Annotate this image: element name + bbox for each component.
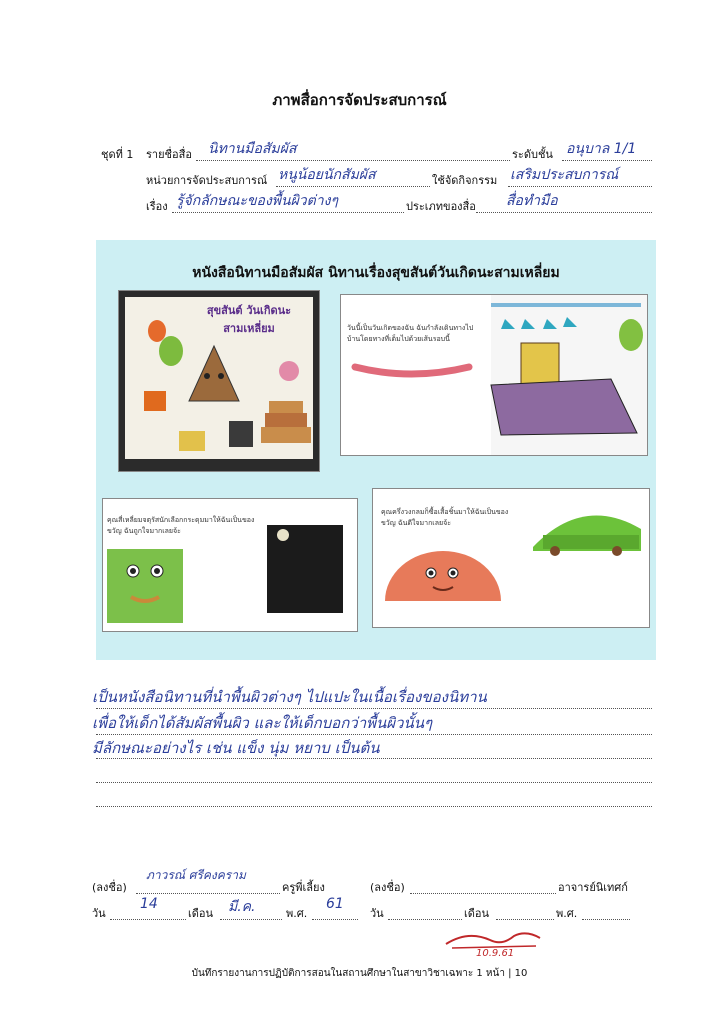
cover-title: สุขสันต์ วันเกิดนะสามเหลี่ยม xyxy=(206,304,292,335)
activity-label: ใช้จัดกิจกรรม xyxy=(432,174,498,187)
advisor-role: อาจารย์นิเทศก์ xyxy=(558,881,628,894)
advisor-day-label: วัน xyxy=(370,907,384,920)
teacher-day-label: วัน xyxy=(92,907,106,920)
advisor-month-label: เดือน xyxy=(464,907,490,920)
half-circle-page-text: คุณครึ่งวงกลมก็ซื้อเสื้อชิ้นมาให้ฉันเป็นของขวัญ ฉันดีใจมากเลยจ้ะ xyxy=(381,508,509,527)
half-circle-page-illustration xyxy=(373,489,649,627)
half-circle-page-photo xyxy=(372,488,650,628)
media-name-label: รายชื่อสื่อ xyxy=(146,148,192,161)
road-page-text: วันนี้เป็นวันเกิดของฉัน ฉันกำลังเดินทางไปบ้านโดยทางที่เต็มไปด้วยเส้นรอบนี้ xyxy=(347,324,474,343)
panel-heading: หนังสือนิทานมือสัมผัส นิทานเรื่องสุขสันต์วันเกิดนะสามเหลี่ยม xyxy=(192,265,560,281)
book-cover-photo xyxy=(118,290,320,472)
advisor-date-note: 10.9.61 xyxy=(476,948,515,959)
teacher-role: ครูพี่เลี้ยง xyxy=(282,881,325,894)
unit-label: หน่วยการจัดประสบการณ์ xyxy=(146,174,268,187)
media-name-value: นิทานมือสัมผัส xyxy=(208,141,297,157)
set-label: ชุดที่ 1 xyxy=(101,148,134,161)
level-label: ระดับชั้น xyxy=(512,148,553,161)
unit-value: หนูน้อยนักสัมผัส xyxy=(278,167,376,183)
page-footer: บันทึกรายงานการปฏิบัติการสอนในสถานศึกษาในสาขาวิชาเฉพาะ 1 หน้า | 10 xyxy=(191,968,528,979)
topic-label: เรื่อง xyxy=(146,200,168,213)
teacher-sign-label: (ลงชื่อ) xyxy=(92,881,127,894)
square-page-photo xyxy=(102,498,358,632)
type-label: ประเภทของสื่อ xyxy=(406,200,476,213)
teacher-month-label: เดือน xyxy=(188,907,214,920)
level-value: อนุบาล 1/1 xyxy=(566,141,637,157)
type-value: สื่อทำมือ xyxy=(506,193,558,209)
page-title: ภาพสื่อการจัดประสบการณ์ xyxy=(272,91,447,109)
cover-illustration xyxy=(119,291,319,471)
advisor-year-label: พ.ศ. xyxy=(556,907,578,920)
teacher-year-label: พ.ศ. xyxy=(286,907,308,920)
teacher-day-value: 14 xyxy=(140,896,158,912)
topic-value: รู้จักลักษณะของพื้นผิวต่างๆ xyxy=(176,193,338,209)
teacher-signature: ภาวรณ์ ศรีคงคราม xyxy=(146,868,246,882)
teacher-year-value: 61 xyxy=(326,896,344,912)
road-page-photo xyxy=(340,294,648,456)
description-line-2: เพื่อให้เด็กได้สัมผัสพื้นผิว และให้เด็กบอกว่าพื้นผิวนั้นๆ xyxy=(92,714,433,732)
description-line-1: เป็นหนังสือนิทานที่นำพื้นผิวต่างๆ ไปแปะในเนื้อเรื่องของนิทาน xyxy=(92,688,487,706)
description-line-3: มีลักษณะอย่างไร เช่น แข็ง นุ่ม หยาบ เป็นต้น xyxy=(92,739,380,757)
road-page-illustration xyxy=(341,295,647,455)
square-page-text: คุณสี่เหลี่ยมจตุรัสนักเลือกกระดุมมาให้ฉันเป็นของขวัญ ฉันถูกใจมากเลยจ้ะ xyxy=(107,516,255,535)
activity-value: เสริมประสบการณ์ xyxy=(510,167,619,183)
advisor-sign-label: (ลงชื่อ) xyxy=(370,881,405,894)
teacher-month-value: มี.ค. xyxy=(228,899,256,915)
square-page-illustration xyxy=(103,499,357,631)
